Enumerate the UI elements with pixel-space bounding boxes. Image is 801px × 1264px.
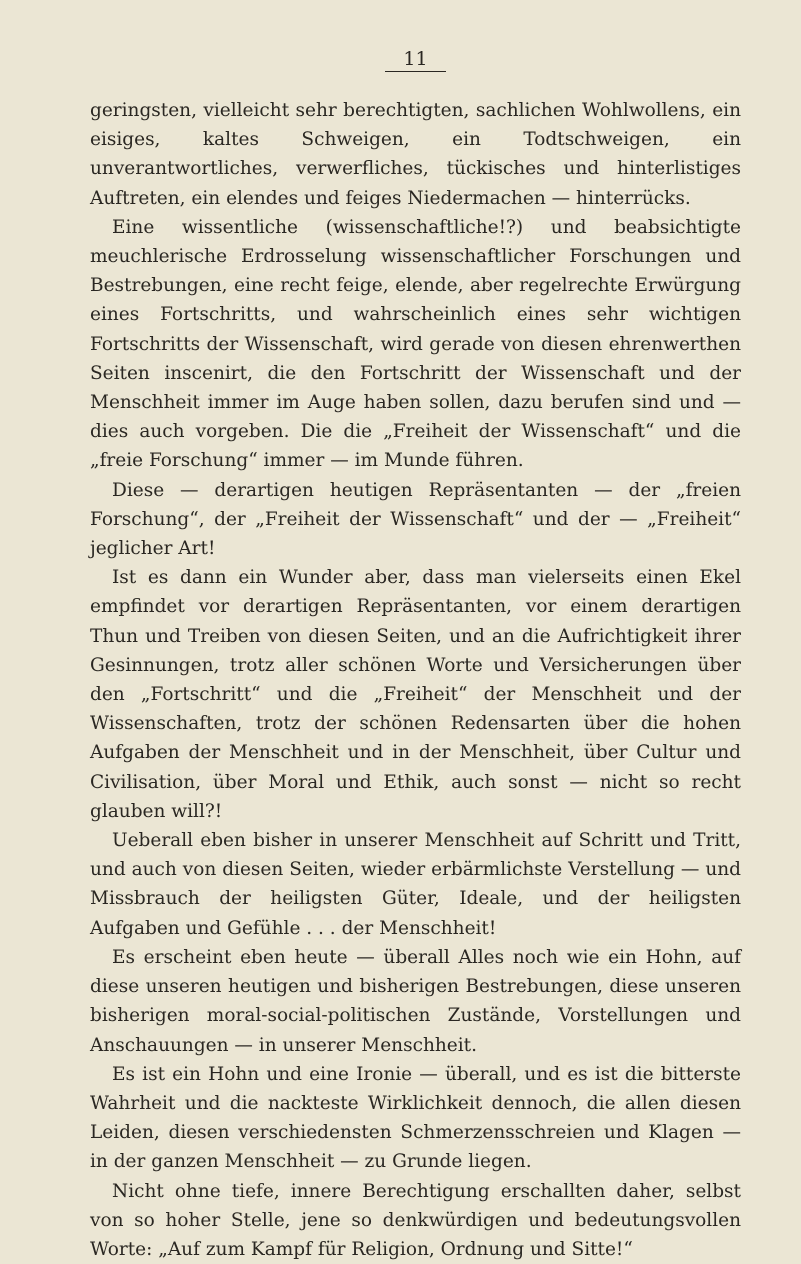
page-number: [0, 48, 801, 72]
paragraph-7: Es ist ein Hohn und eine Ironie — überall, und es ist die bitterste Wahrheit und die nackteste Wirklichkeit dennoch, die allen diesen Leiden, diesen verschiedensten Schmerzensschreien und Klagen — in der ganzen Menschheit — zu Grunde liegen.: [90, 1063, 741, 1173]
paragraph-3: Diese — derartigen heutigen Repräsentanten — der „freien Forschung“, der „Freiheit der Wissenschaft“ und der — „Freiheit“ jeglicher Art!: [90, 479, 741, 560]
paragraph-5: Ueberall eben bisher in unserer Menschheit auf Schritt und Tritt, und auch von diesen Seiten, wieder erbärmlichste Verstellung — und Missbrauch der heiligsten Güter, Ideale, und der heiligsten Aufgaben und Gefühle . . . der Menschheit!: [90, 830, 741, 939]
paragraph-6: Es erscheint eben heute — überall Alles noch wie ein Hohn, auf diese unseren heutigen und bisherigen Bestrebungen, diese unseren bisherigen moral-social-politischen Zustände, Vorstellungen und Anschauungen — in unserer Menschheit.: [90, 946, 741, 1056]
page-body-text: [90, 96, 741, 1264]
page-number-text: 11: [385, 48, 445, 72]
paragraph-8: Nicht ohne tiefe, innere Berechtigung erschallten daher, selbst von so hoher Stelle, jene so denkwürdigen und bedeutungsvollen Worte: „Auf zum Kampf für Religion, Ordnung und Sitte!“: [90, 1180, 741, 1260]
paragraph-1: geringsten, vielleicht sehr berechtigten, sachlichen Wohlwollens, ein eisiges, kaltes Schweigen, ein Todtschweigen, ein unverantwortliches, verwerfliches, tückisches und hinterlistiges Auftreten, ein elendes und feiges Niedermachen — hinterrücks.: [90, 100, 741, 209]
paragraph-4: Ist es dann ein Wunder aber, dass man vielerseits einen Ekel empfindet vor derartigen Repräsentanten, vor einem derartigen Thun und Treiben von diesen Seiten, und an die Aufrichtigkeit ihrer Gesinnungen, trotz aller schönen Worte und Versicherungen über den „Fortschritt“ und die „Freiheit“ der Menschheit und der Wissenschaften, trotz der schönen Redensarten über die hohen Aufgaben der Menschheit und in der Menschheit, über Cultur und Civilisation, über Moral und Ethik, auch sonst — nicht so recht glauben will?!: [90, 567, 741, 822]
paragraph-2: Eine wissentliche (wissenschaftliche!?) und beabsichtigte meuchlerische Erdrosselung wissenschaftlicher Forschungen und Bestrebungen, eine recht feige, elende, aber regelrechte Erwürgung eines Fortschritts, und wahrscheinlich eines sehr wichtigen Fortschritts der Wissenschaft, wird gerade von diesen ehrenwerthen Seiten inscenirt, die den Fortschritt der Wissenschaft und der Menschheit immer im Auge haben sollen, dazu berufen sind und — dies auch vorgeben. Die die „Freiheit der Wissenschaft“ und die „freie Forschung“ immer — im Munde führen.: [90, 216, 741, 472]
